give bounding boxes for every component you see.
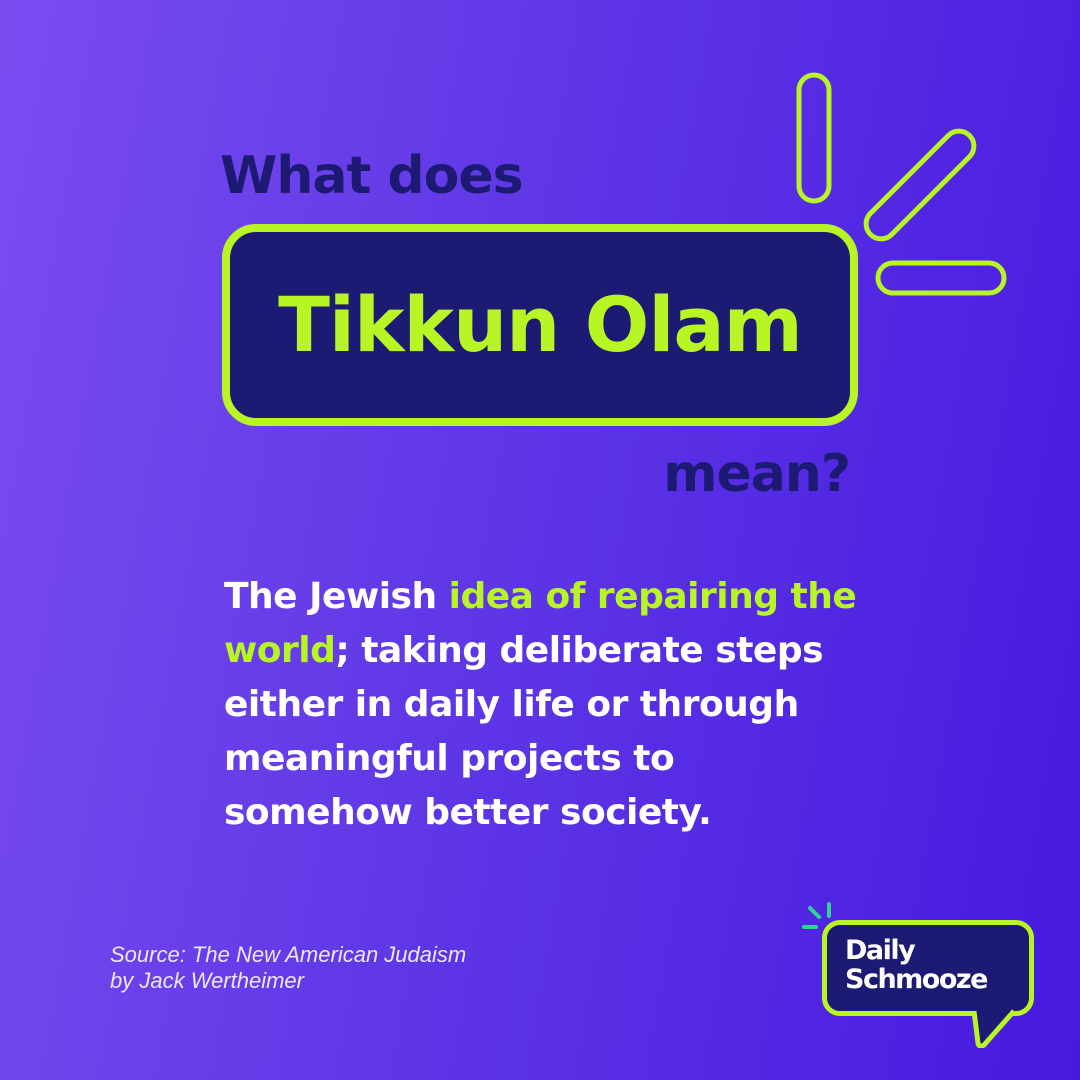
logo-word-schmooze: Schmooze — [845, 964, 987, 995]
source-line-author: by Jack Wertheimer — [110, 968, 304, 993]
burst-line-horizontal — [878, 263, 1004, 293]
heading-what-does: What does — [220, 146, 523, 206]
definition-suffix: ; taking deliberate steps either in daily life or through meaningful projects to somehow better society. — [224, 630, 824, 833]
definition-text — [224, 570, 874, 840]
logo-bubble-tail — [970, 1008, 1020, 1048]
definition-prefix: The Jewish — [224, 576, 449, 617]
source-citation — [110, 942, 466, 994]
daily-schmooze-logo — [800, 900, 1040, 1050]
logo-wordmark — [845, 936, 987, 994]
logo-word-daily: Daily — [845, 935, 915, 966]
burst-line-diagonal — [860, 125, 980, 245]
heading-mean: mean? — [663, 444, 850, 504]
term-title: Tikkun Olam — [278, 280, 802, 369]
source-line-title: Source: The New American Judaism — [110, 942, 467, 967]
definition-highlight: idea of repairing the world — [224, 576, 857, 671]
term-highlight-box — [222, 224, 858, 426]
emphasis-burst-icon — [780, 60, 1030, 320]
burst-line-vertical — [799, 75, 829, 201]
